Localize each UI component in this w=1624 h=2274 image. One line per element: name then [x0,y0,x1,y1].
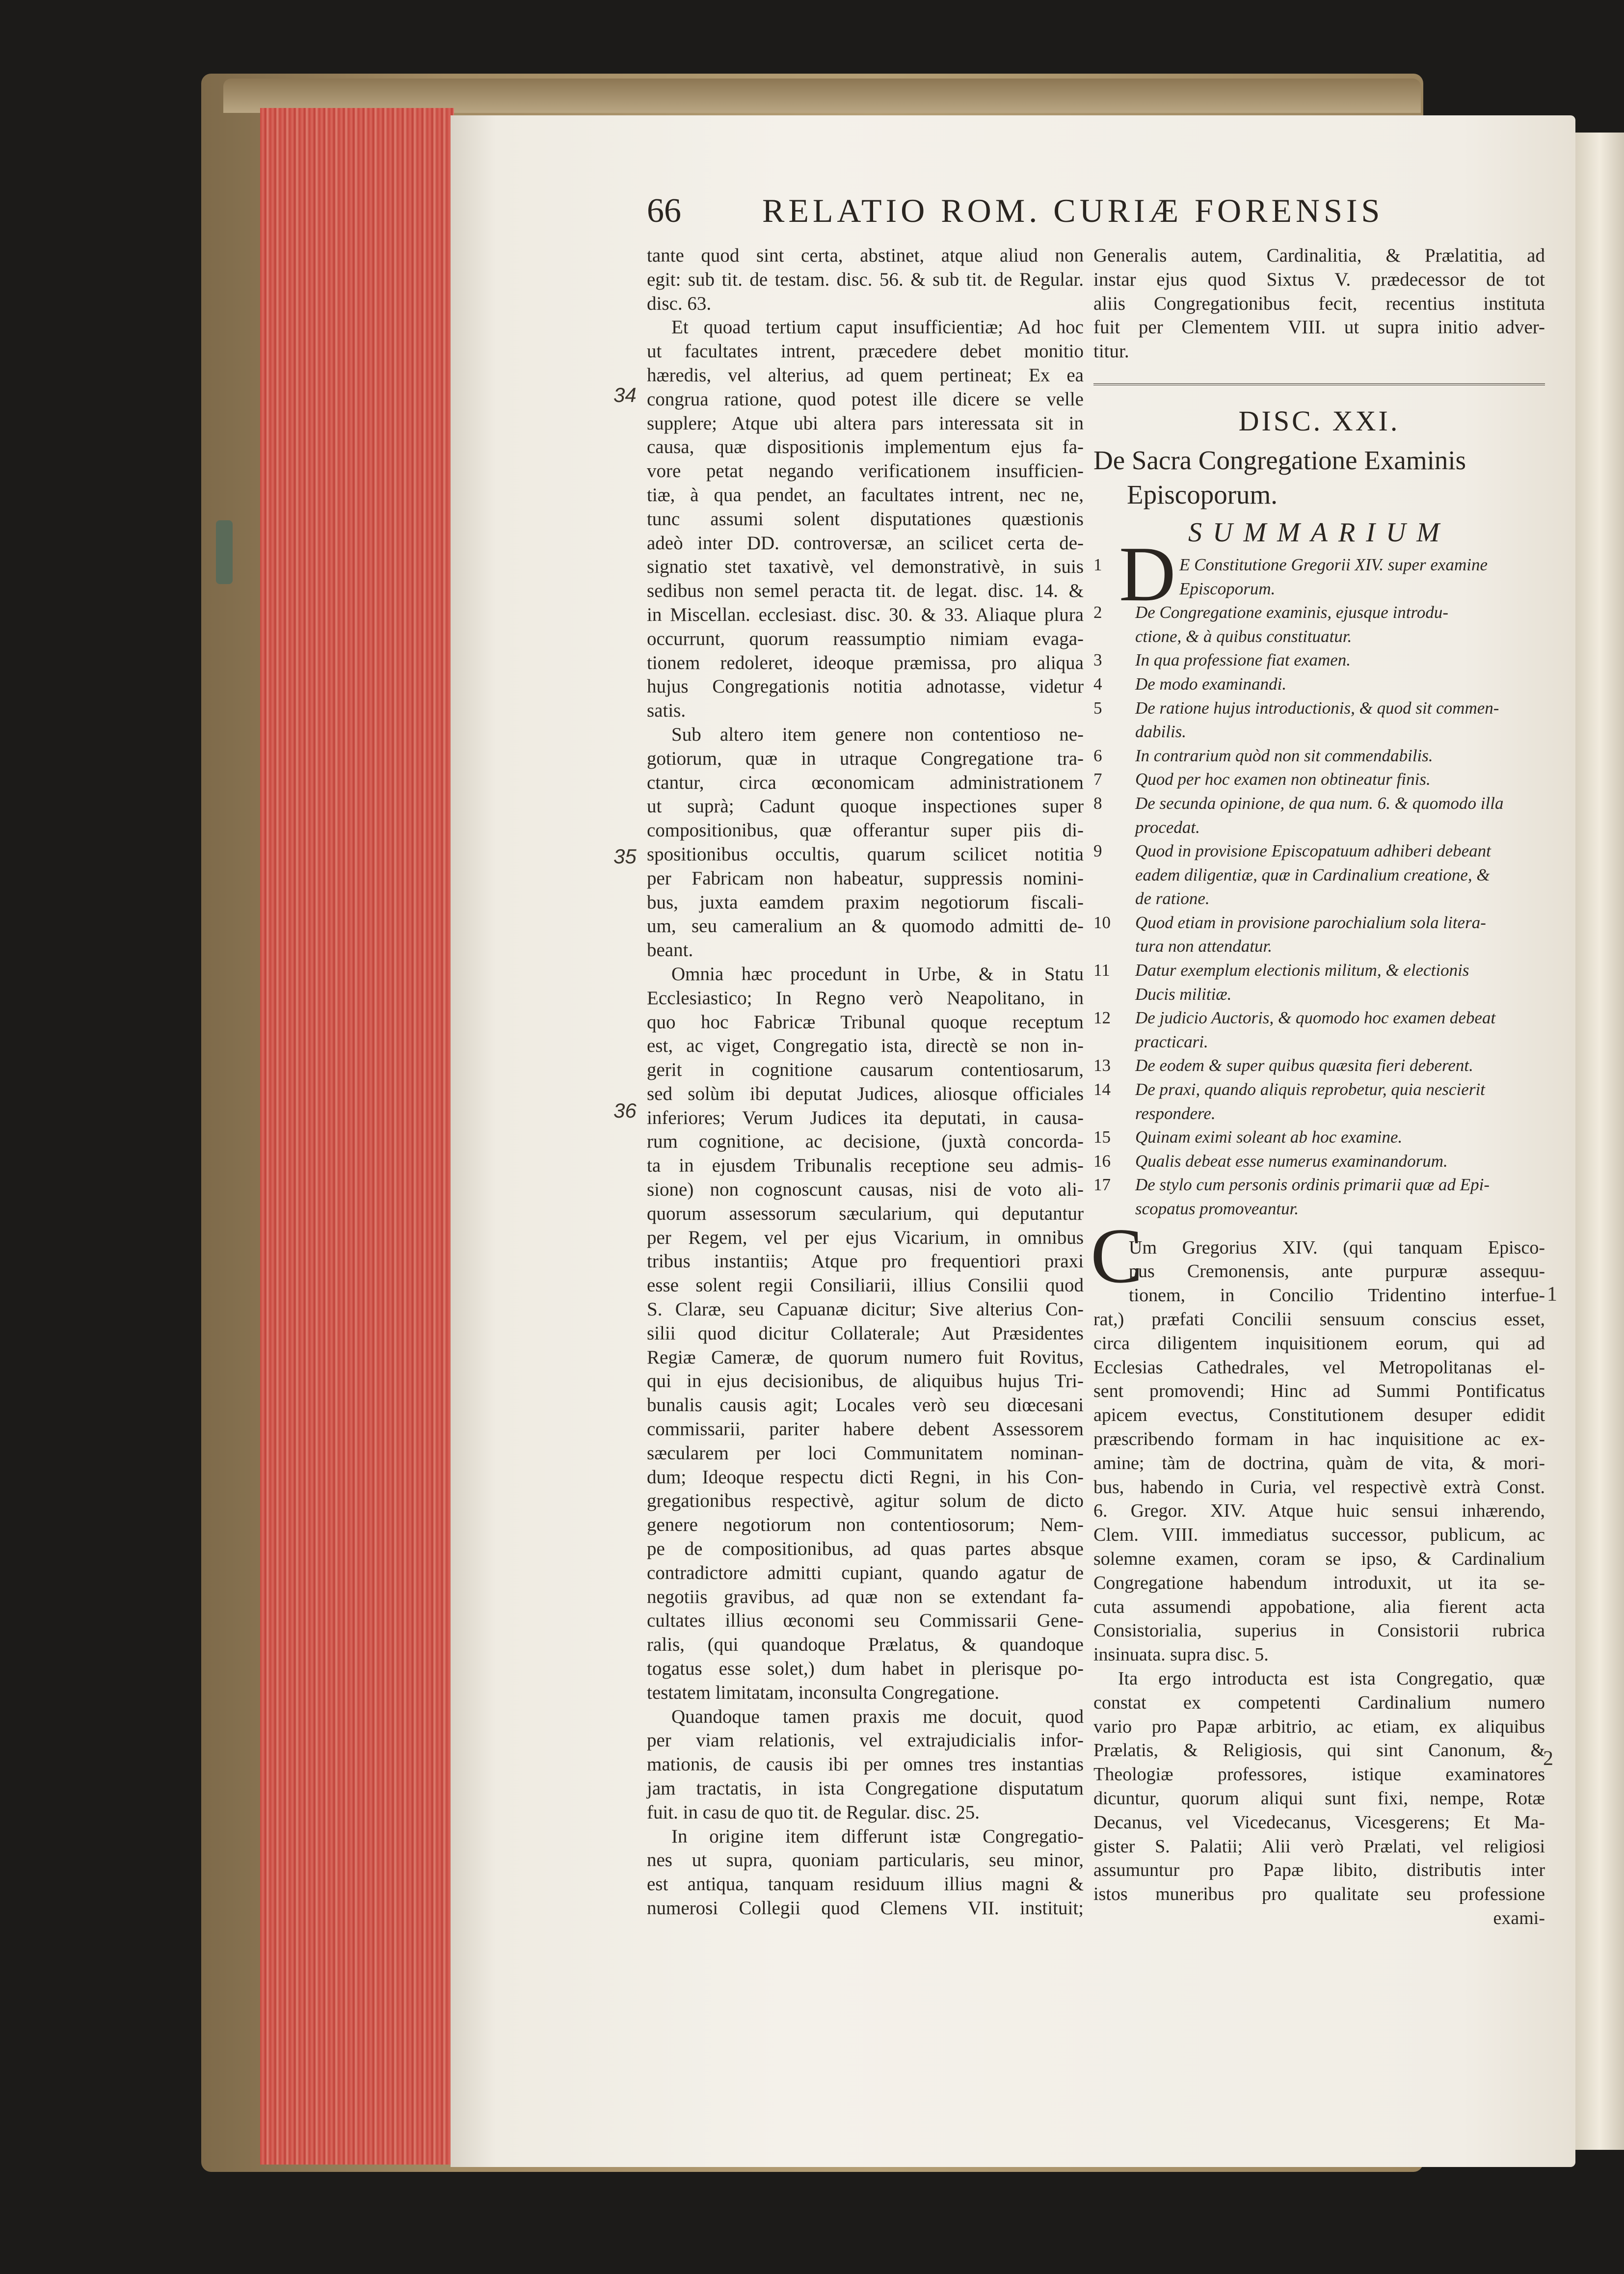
text-line: amine; tàm de doctrina, quàm de vita, & mori- [1093,1452,1545,1473]
text-line: nes ut supra, quoniam particularis, seu minor, [647,1849,1084,1871]
text-line: quo hoc Fabricæ Tribunal quoque receptum [647,1011,1084,1033]
text-line: S. Claræ, seu Capuanæ dicitur; Sive alterius Con- [647,1299,1084,1320]
text-line: Congregatione habendum introduxit, ut ita se- [1093,1572,1545,1593]
text-line: inferiores; Verum Judices ita deputati, in causa- [647,1107,1084,1128]
text-line: gerit in cognitione causarum contentiosarum, [647,1059,1084,1081]
disc-title: DISC. XXI. [1238,404,1400,437]
text-line: commissarii, pariter habere debent Assessorem [647,1418,1084,1440]
margin-note: 35 [613,845,637,868]
text-line: solemne examen, coram se ipso, & Cardinalium [1093,1548,1545,1569]
text-line: Ecclesiastico; In Regno verò Neapolitano, in [647,987,1084,1009]
text-line: sedibus non semel peracta tit. de legat. disc. 14. & [647,580,1084,602]
text-line: spositionibus occultis, quarum scilicet notitia [647,843,1084,865]
text-line: est antiqua, tanquam residuum illius magni & [647,1873,1084,1895]
text-line: satis. [647,700,686,722]
summarium-text: de ratione. [1135,889,1210,909]
text-line: compositionibus, quæ offerantur super piis di- [647,820,1084,841]
summarium-number: 5 [1093,698,1102,718]
text-line: Sub altero item genere non contentioso ne- [671,723,1084,745]
summarium-item [1093,648,1545,672]
summarium-text: De praxi, quando aliquis reprobetur, quia nescierit [1135,1080,1485,1099]
text-line: dum; Ideoque respectu dicti Regni, in his Con- [647,1466,1084,1488]
clasp [216,520,233,584]
text-line: sæcularem per loci Communitatem nominan- [647,1442,1084,1464]
summarium-number: 1 [1093,555,1102,574]
text-line: quorum assessorum sæcularium, qui deputantur [647,1203,1084,1224]
text-line: bus, habendo in Curia, vel respectivè extrà Const. [1093,1476,1545,1498]
text-line: titur. [1093,341,1129,362]
summarium-item [1093,1150,1545,1174]
text-line: ut facultates intrent, præcedere debet monitio [647,341,1084,362]
text-line: Quandoque tamen praxis me docuit, quod [671,1706,1084,1727]
text-line: est, ac viget, Congregatio ista, directè se non in- [647,1035,1084,1057]
text-line: congrua ratione, quod potest ille dicere se velle [647,388,1084,410]
drop-cap-d: D [1119,530,1176,617]
summarium-text: practicari. [1135,1032,1208,1051]
summarium-number: 3 [1093,650,1102,670]
text-line: signatio stet taxativè, vel demonstrativè, in suis [647,556,1084,578]
summarium-item [1093,1054,1545,1078]
text-line: Ecclesias Cathedrales, vel Metropolitanas el- [1093,1357,1545,1378]
text-line: sent promovendi; Hinc ad Summi Pontificatus [1093,1381,1545,1402]
summarium-item [1093,553,1545,577]
text-line: Regiæ Cameræ, de quorum numero fuit Rovitus, [647,1346,1084,1368]
text-line: apicem evectus, Constitutionem desuper edidit [1093,1405,1545,1426]
summarium-text: Qualis debeat esse numerus examinandorum. [1135,1151,1448,1171]
text-line: hujus Congregationis notitia adnotasse, videtur [647,676,1084,697]
summarium-item [1093,577,1545,601]
summarium-item [1093,672,1545,696]
text-line: Decanus, vel Vicedecanus, Vicesgerens; Et Ma- [1093,1812,1545,1833]
summarium-item [1093,887,1545,911]
text-line: cuta assumendi appobatione, alia fierent acta [1093,1596,1545,1617]
summarium-item [1093,863,1545,887]
text-line: cultates illius œconomi seu Commissarii Gene- [647,1610,1084,1632]
summarium-number: 8 [1093,793,1102,813]
text-line: Omnia hæc procedunt in Urbe, & in Statu [671,963,1084,985]
summarium-item [1093,744,1545,768]
summarium-text: Ducis militiæ. [1135,984,1232,1004]
text-line: tionem redoleret, ideoque præmissa, pro aliqua [647,652,1084,673]
text-line: ralis, (qui quandoque Prælatus, & quandoque [647,1634,1084,1656]
summarium-item [1093,911,1545,935]
summarium-item [1093,816,1545,840]
margin-note: 1 [1547,1283,1557,1306]
text-line: per viam relationis, vel extrajudicialis infor- [647,1730,1084,1751]
page-header [647,191,1383,241]
text-line: disc. 63. [647,293,712,314]
text-line: istos muneribus pro qualitate seu professione [1093,1884,1545,1905]
text-line: negotiis gravibus, ad quæ non se extendant fa- [647,1586,1084,1607]
margin-note: 36 [613,1099,637,1122]
summarium-item [1093,625,1545,649]
summarium-text: scopatus promoveantur. [1135,1199,1299,1219]
text-line: præscribendo formam in hac inquisitione ac ex- [1093,1428,1545,1449]
text-line: tante quod sint certa, abstinet, atque aliud non [647,245,1084,266]
text-line: esse solent regii Consiliarii, illius Consilii quod [647,1275,1084,1296]
summarium-text: tura non attendatur. [1135,936,1273,956]
text-line: Clem. VIII. immediatus successor, publicum, ac [1093,1525,1545,1546]
text-line: constat ex competenti Cardinalium numero [1093,1692,1545,1713]
text-line: Generalis autem, Cardinalitia, & Prælatitia, ad [1093,245,1545,266]
summarium-item [1093,792,1545,816]
text-line: hæredis, vel alterius, ad quem pertineat; Ex ea [647,364,1084,386]
summarium-number: 13 [1093,1056,1111,1075]
text-line: mationis, de causis ibi per omnes tres instantias [647,1754,1084,1775]
red-page-edges [260,108,454,2165]
summarium-number: 10 [1093,912,1111,932]
text-line: sed solùm ibi deputat Judices, aliosque officiales [647,1083,1084,1104]
text-line: bunalis causis agit; Locales verò seu diœcesani [647,1394,1084,1416]
page [451,115,1575,2167]
summarium-item [1093,1006,1545,1030]
text-line: Ita ergo introducta est ista Congregatio, quæ [1118,1668,1545,1689]
text-line: tiæ, à qua pendet, an facultates intrent, nec ne, [647,484,1084,506]
page-number: 66 [647,192,681,230]
summarium-title: SUMMARIUM [1188,517,1450,548]
text-line: In origine item differunt istæ Congregatio- [671,1825,1084,1847]
summarium-number: 4 [1093,674,1102,694]
text-line: silii quod dicitur Collaterale; Aut Præsidentes [647,1322,1084,1344]
text-line: togatus esse solet,) dum habet in plerisque po- [647,1658,1084,1680]
text-line: causa, quæ dispositionis implementum ejus fa- [647,436,1084,458]
right-body-text [1091,1211,1545,1906]
text-line: assumuntur pro Papæ libito, distributis inter [1093,1860,1545,1881]
text-line: occurrunt, quorum reassumptio nimiam evaga- [647,628,1084,649]
summarium-number: 12 [1093,1008,1111,1028]
summarium-text: In contrarium quòd non sit commendabilis. [1135,746,1433,765]
margin-note: 34 [613,383,637,406]
summarium-item [1093,1102,1545,1126]
summarium-text: Datur exemplum electionis militum, & electionis [1135,961,1469,980]
summarium-item [1093,935,1545,959]
summarium-text: De secunda opinione, de qua num. 6. & quomodo illa [1135,793,1504,813]
text-line: testatem limitatam, inconsulta Congregatione. [647,1682,1000,1703]
summarium-text: De modo examinandi. [1135,674,1287,694]
text-line: ta in ejusdem Tribunalis receptione seu admis- [647,1155,1084,1177]
text-line: Et quoad tertium caput insufficientiæ; Ad hoc [671,317,1084,338]
summarium-text: De eodem & super quibus quæsita fieri deberent. [1135,1056,1473,1075]
summarium-item [1093,959,1545,983]
right-top-text [1093,244,1545,364]
text-line: rum cognitione, ac decisione, (juxtà concorda- [647,1131,1084,1152]
summarium-item [1093,1078,1545,1102]
summarium-number: 14 [1093,1080,1111,1099]
text-line: egit: sub tit. de testam. disc. 56. & sub tit. de Regular. [647,268,1084,290]
summarium-item [1093,720,1545,744]
text-line: tionem, in Concilio Tridentino interfue- [1129,1285,1545,1306]
summarium-text: In qua professione fiat examen. [1135,650,1351,670]
text-line: Theologiæ professores, istique examinatores [1093,1764,1545,1785]
summarium-item [1093,696,1545,721]
text-line: beant. [647,939,693,961]
summarium-text: eadem diligentiæ, quæ in Cardinalium creatione, & [1135,865,1490,884]
summarium-text: De ratione hujus introductionis, & quod sit commen- [1135,698,1499,718]
summarium-text: De stylo cum personis ordinis primarii quæ ad Epi- [1135,1175,1490,1195]
summarium-item [1093,768,1545,792]
text-line: Um Gregorius XIV. (qui tanquam Episco- [1129,1237,1545,1258]
running-head: RELATIO ROM. CURIÆ FORENSIS [762,192,1384,229]
summarium-number: 16 [1093,1151,1111,1171]
summarium-item [1093,601,1545,625]
drop-cap-c: C [1091,1211,1143,1299]
text-line: gregationibus respectivè, agitur solum de dicto [647,1490,1084,1512]
text-line: bus, juxta eamdem praxim negotiorum fiscali- [647,891,1084,913]
text-line: numerosi Collegii quod Clemens VII. instituit; [647,1897,1084,1919]
text-line: jam tractatis, in ista Congregatione disputatum [647,1778,1084,1799]
text-line: pe de compositionibus, ad quas partes absque [647,1538,1084,1560]
summarium-text: Episcoporum. [1179,579,1276,598]
summarium-text: procedat. [1135,817,1200,837]
summarium-number: 2 [1093,603,1102,622]
summarium-number: 7 [1093,770,1102,789]
text-line: vore petat negando verificationem insufficien- [647,460,1084,482]
summarium-text: E Constitutione Gregorii XIV. super examine [1179,555,1488,574]
text-line: 6. Gregor. XIV. Atque huic sensui inhærendo, [1093,1500,1545,1522]
text-line: tunc assumi solent disputationes quæstionis [647,508,1084,530]
text-line: per Fabricam non habeatur, suppressis nomini- [647,867,1084,889]
text-line: sione) non cognoscunt causas, nisi de voto ali- [647,1179,1084,1201]
text-line: contradictore admitti cupiant, quando agatur de [647,1562,1084,1583]
text-line: per Regem, vel per ejus Vicarium, in omnibus [647,1227,1084,1248]
summarium-text: Quod etiam in provisione parochialium sola litera- [1135,912,1486,932]
section-heading-line-1: De Sacra Congregatione Examinis [1093,445,1466,475]
text-line: insinuata. supra disc. 5. [1093,1644,1269,1665]
text-line: gotiorum, quæ in utraque Congregatione tra- [647,748,1084,769]
section-heading-line-2: Episcoporum. [1127,479,1278,509]
text-line: ut suprà; Cadunt quoque inspectiones super [647,796,1084,817]
summarium-text: Quod per hoc examen non obtineatur finis. [1135,770,1431,789]
facing-page-edge [1575,133,1624,2150]
text-line: Consistorialia, superius in Consistorii rubrica [1093,1620,1545,1641]
summarium-text: Quod in provisione Episcopatuum adhiberi debeant [1135,841,1491,861]
text-line: Prælatis, & Religiosis, qui sint Canonum, & [1093,1740,1545,1761]
text-line: supplere; Atque ubi altera pars interessata sit in [647,412,1084,434]
text-line: um, seu cameralium an & quomodo admitti de- [647,915,1084,937]
text-line: circa diligentem inquisitionem eorum, qui ad [1093,1333,1545,1354]
text-line: vario pro Papæ arbitrio, ac etiam, ex aliquibus [1093,1716,1545,1737]
summarium-number: 11 [1093,961,1110,980]
margin-note: 2 [1543,1747,1553,1770]
summarium-item [1093,839,1545,863]
summarium-item [1093,1197,1545,1221]
summarium-text: ctione, & à quibus constituatur. [1135,626,1352,646]
summarium-number: 9 [1093,841,1102,861]
summarium-item [1093,983,1545,1007]
left-column [647,244,1084,1921]
summarium-text: Quinam eximi soleant ab hoc examine. [1135,1127,1403,1147]
summarium-text: respondere. [1135,1103,1216,1123]
right-column [1093,244,1545,1930]
text-line: gister S. Palatii; Alii verò Prælati, vel religiosi [1093,1836,1545,1857]
text-line: pus Cremonensis, ante purpuræ assequu- [1129,1261,1545,1282]
summarium-number: 17 [1093,1175,1111,1195]
summarium-number: 6 [1093,746,1102,765]
text-line: fuit per Clementem VIII. ut supra initio adver- [1093,317,1545,338]
summarium-item [1093,1030,1545,1054]
text-line: dicuntur, quorum aliqui sunt fixi, nempe, Rotæ [1093,1788,1545,1809]
text-line: genere negotiorum non contentiosorum; Nem- [647,1514,1084,1536]
summarium-text: De Congregatione examinis, ejusque introdu- [1135,603,1448,622]
text-line: rat,) præfati Concilii sensuum conscius esset, [1093,1309,1545,1330]
text-line: instar ejus quod Sixtus V. prædecessor de tot [1093,268,1545,290]
text-line: ctantur, circa œconomicam administrationem [647,772,1084,793]
text-line: aliis Congregationibus fecit, recentius instituta [1093,293,1545,314]
summarium-item [1093,1173,1545,1197]
text-line: tribus instantiis; Atque pro frequentiori praxi [647,1251,1084,1272]
text-line: adeò inter DD. controversæ, an scilicet certa de- [647,532,1084,554]
text-line: qui in ejus decisionibus, de aliquibus hujus Tri- [647,1370,1084,1392]
summarium-number: 15 [1093,1127,1111,1147]
catchword: exami- [1493,1907,1545,1928]
text-line: fuit. in casu de quo tit. de Regular. disc. 25. [647,1801,980,1823]
summarium-item [1093,1125,1545,1150]
summarium-text: De judicio Auctoris, & quomodo hoc examen debeat [1135,1008,1496,1028]
summarium-text: dabilis. [1135,722,1187,742]
text-line: in Miscellan. ecclesiast. disc. 30. & 33. Aliaque plura [647,604,1084,625]
double-rule [1093,364,1545,385]
